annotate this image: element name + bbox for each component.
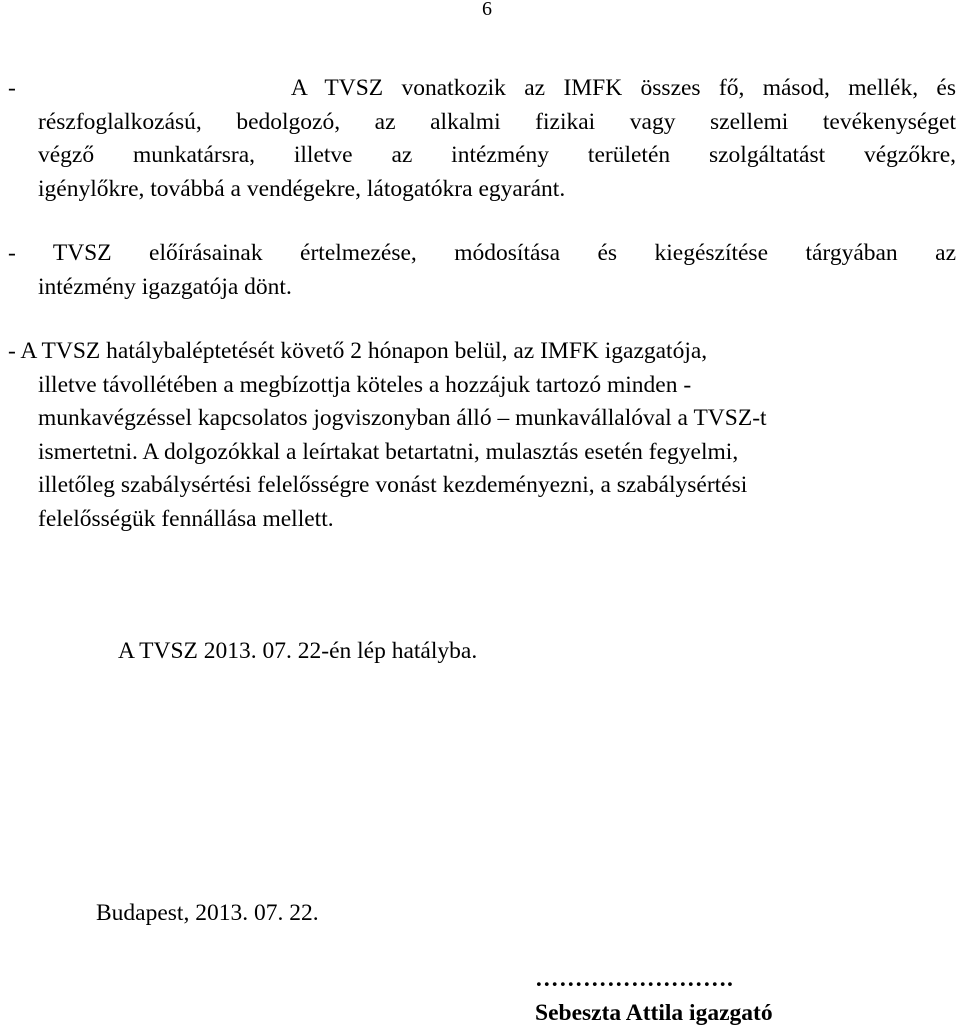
paragraph-line: - A TVSZ hatálybaléptetését követő 2 hónapon belül, az IMFK igazgatója,: [8, 338, 708, 364]
place-and-date: Budapest, 2013. 07. 22.: [96, 900, 319, 926]
page-number: 6: [482, 0, 492, 20]
paragraph-line: intézmény igazgatója dönt.: [38, 273, 292, 300]
signature-line: …………………….: [535, 966, 734, 992]
paragraph-notification: [8, 335, 908, 536]
paragraph-line: - TVSZ előírásainak értelmezése, módosítása és kiegészítése tárgyában az: [8, 240, 956, 266]
paragraph-line: illetőleg szabálysértési felelősségre vonást kezdeményezni, a szabálysértési: [38, 472, 748, 498]
paragraph-line: munkavégzéssel kapcsolatos jogviszonyban álló – munkavállalóval a TVSZ-t: [38, 405, 767, 431]
paragraph-line: felelősségük fennállása mellett.: [38, 505, 334, 532]
signatory-name: Sebeszta Attila igazgató: [535, 1000, 773, 1026]
paragraph-line: illetve távollétében a megbízottja köteles a hozzájuk tartozó minden -: [38, 371, 692, 398]
paragraph-line: ismertetni. A dolgozókkal a leírtakat betartatni, mulasztás esetén fegyelmi,: [38, 438, 739, 465]
effective-date-statement: A TVSZ 2013. 07. 22-én lép hatályba.: [118, 638, 478, 664]
paragraph-line: végző munkatársra, illetve az intézmény területén szolgáltatást végzőkre,: [38, 142, 956, 168]
paragraph-line: részfoglalkozású, bedolgozó, az alkalmi fizikai vagy szellemi tevékenységet: [38, 108, 956, 135]
paragraph-line: igénylőkre, továbbá a vendégekre, látogatókra egyaránt.: [38, 175, 566, 202]
paragraph-interpretation: [8, 237, 956, 304]
paragraph-line: - A TVSZ vonatkozik az IMFK összes fő, másod, mellék, és: [8, 75, 956, 101]
paragraph-scope: [8, 72, 956, 206]
